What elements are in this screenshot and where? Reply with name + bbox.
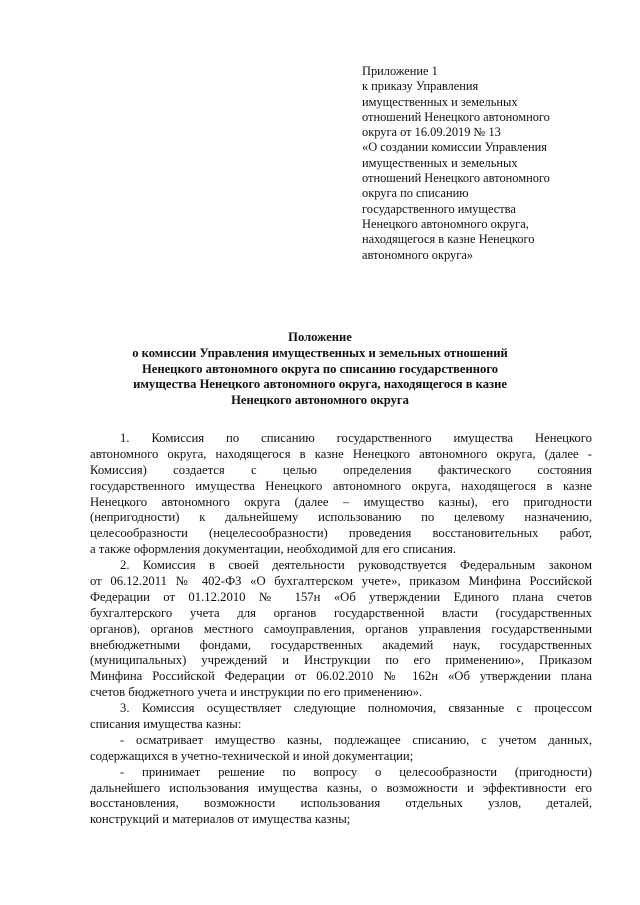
body-line: - принимает решение по вопросу о целесообразности (пригодности) — [120, 764, 592, 779]
body-line: 1. Комиссия по списанию государственного имущества Ненецкого — [120, 431, 592, 445]
appendix-line: Приложение 1 — [362, 64, 438, 78]
appendix-line: автономного округа» — [362, 247, 474, 262]
body-line: целесообразности (нецелесообразности) проведения восстановительных работ, — [90, 526, 592, 541]
body-line: государственного имущества Ненецкого автономного округа, находящегося в казне — [90, 478, 592, 493]
title-line: Положение — [288, 330, 352, 344]
body-line: внебюджетными фондами, государственных академий наук, государственных — [90, 637, 592, 652]
body-line: от 06.12.2011 № 402-ФЗ «О бухгалтерском учете», приказом Минфина Российской — [90, 574, 592, 589]
appendix-line: Ненецкого автономного округа, — [362, 216, 529, 231]
appendix-line: государственного имущества — [362, 201, 516, 216]
body-line: Комиссия) создается с целью определения фактического состояния — [90, 462, 592, 477]
body-line: дальнейшего использования имущества казны, о возможности и эффективности его — [90, 780, 592, 795]
body-line: - осматривает имущество казны, подлежащее списанию, с учетом данных, — [120, 732, 592, 747]
body-line: содержащихся в учетно-технической и иной документации; — [90, 748, 414, 763]
document-body — [90, 431, 592, 828]
appendix-line: к приказу Управления — [362, 79, 479, 94]
appendix-line: округа по списанию — [362, 186, 469, 201]
appendix-line: имущественных и земельных — [362, 94, 518, 109]
body-line: а также оформления документации, необходимой для его списания. — [90, 542, 456, 557]
body-line: 3. Комиссия осуществляет следующие полномочия, связанные с процессом — [120, 701, 592, 716]
body-line: списания имущества казны: — [90, 717, 242, 732]
body-line: счетов бюджетного учета и инструкции по его применению». — [90, 685, 423, 700]
appendix-line: «О создании комиссии Управления — [362, 140, 547, 155]
appendix-block — [362, 64, 602, 263]
body-line: автономного округа, находящегося в казне Ненецкого автономного округа, (далее - — [90, 446, 592, 461]
title-line: Ненецкого автономного округа — [231, 393, 409, 408]
body-line: (муниципальных) учреждений и Инструкции по его применению», Приказом — [90, 653, 592, 668]
document-title — [90, 330, 550, 409]
body-line: (непригодности) к дальнейшему использованию по целевому назначению, — [90, 510, 592, 525]
title-line: Ненецкого автономного округа по списанию государственного — [141, 361, 499, 376]
body-line: бухгалтерского учета для органов государственной власти (государственных — [90, 605, 592, 620]
body-line: Минфина Российской Федерации от 06.02.2010 № 162н «Об утверждении плана — [90, 669, 592, 684]
body-line: конструкций и материалов от имущества казны; — [90, 812, 351, 827]
body-line: Ненецкого автономного округа (далее – имущество казны), его пригодности — [90, 494, 592, 509]
title-line: имущества Ненецкого автономного округа, находящегося в казне — [133, 377, 507, 392]
appendix-line: округа от 16.09.2019 № 13 — [362, 125, 501, 140]
appendix-line: находящегося в казне Ненецкого — [362, 232, 535, 247]
body-line: 2. Комиссия в своей деятельности руководствуется Федеральным законом — [120, 558, 592, 573]
appendix-line: отношений Ненецкого автономного — [362, 109, 550, 124]
title-line: о комиссии Управления имущественных и земельных отношений — [132, 345, 508, 360]
body-line: Федерации от 01.12.2010 № 157н «Об утверждении Единого плана счетов — [90, 589, 592, 604]
body-line: восстановления, возможности использования отдельных узлов, деталей, — [90, 796, 592, 811]
appendix-line: отношений Ненецкого автономного — [362, 171, 550, 186]
body-line: органов), органов местного самоуправления, органов управления государственными — [90, 621, 592, 636]
appendix-line: имущественных и земельных — [362, 155, 518, 170]
